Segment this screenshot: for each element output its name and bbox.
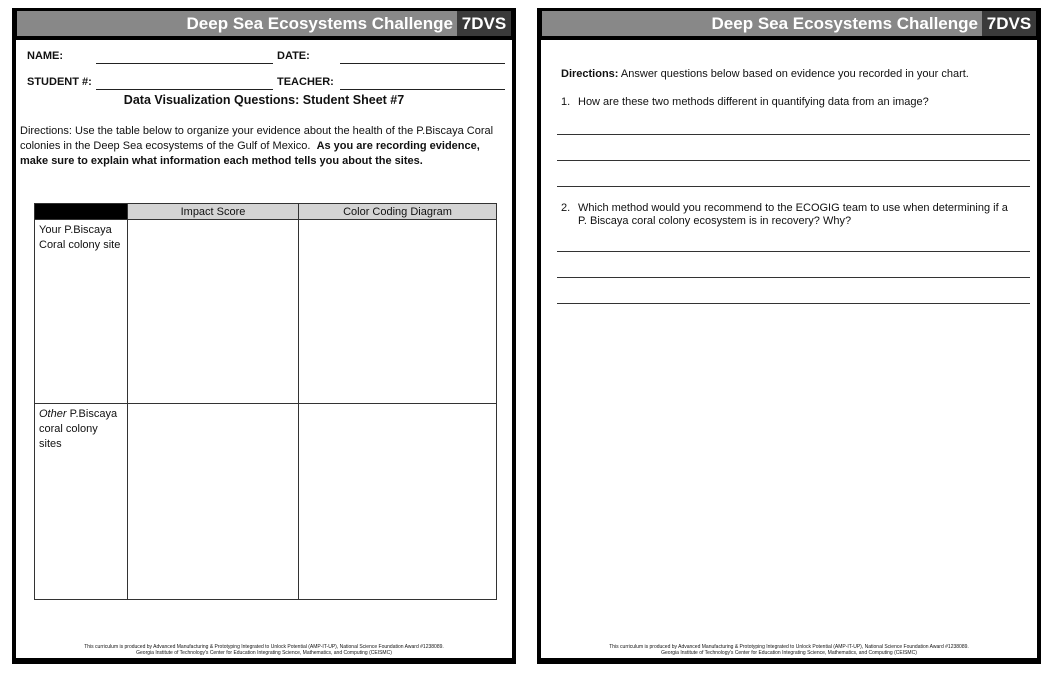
directions-plain: Directions: Use the table below to organize your evidence about the health of the P.Biscaya Coral colonies in the Deep Sea ecosystems of the Gulf of Mexico. bbox=[20, 125, 494, 152]
header-bar bbox=[17, 11, 511, 36]
student-sheet-page bbox=[12, 8, 516, 664]
column-header-impact-score: Impact Score bbox=[128, 204, 299, 220]
row-label-your-site: Your P.Biscaya Coral colony site bbox=[35, 220, 128, 404]
evidence-table bbox=[34, 203, 497, 600]
questions-body bbox=[541, 40, 1037, 658]
footer-line-1: This curriculum is produced by Advanced Manufacturing & Prototyping Integrated to Unlock Potential (AMP-IT-UP), National Science Foundation Award #1238089. bbox=[609, 644, 969, 650]
question-2-number: 2. bbox=[561, 202, 571, 214]
row-label-other-sites bbox=[35, 404, 128, 600]
sheet-body bbox=[16, 40, 512, 658]
date-label: DATE: bbox=[277, 50, 310, 62]
questions-directions bbox=[561, 68, 969, 80]
teacher-label: TEACHER: bbox=[277, 76, 334, 88]
name-label: NAME: bbox=[27, 50, 64, 62]
date-field[interactable] bbox=[340, 63, 505, 64]
header-bar bbox=[542, 11, 1036, 36]
questions-directions-label: Directions: bbox=[561, 68, 619, 80]
student-number-label: STUDENT #: bbox=[27, 76, 92, 88]
row-label-other-rest: P.Biscaya coral colony sites bbox=[39, 408, 118, 450]
question-1-number: 1. bbox=[561, 96, 571, 108]
row-label-other-italic: Other bbox=[39, 408, 67, 420]
answer-line[interactable] bbox=[557, 186, 1030, 187]
header-code: 7DVS bbox=[457, 11, 511, 36]
questions-directions-text: Answer questions below based on evidence you recorded in your chart. bbox=[618, 68, 969, 80]
cell-other-sites-color[interactable] bbox=[299, 404, 497, 600]
question-1-text: How are these two methods different in quantifying data from an image? bbox=[578, 96, 929, 108]
answer-line[interactable] bbox=[557, 134, 1030, 135]
cell-your-site-impact[interactable] bbox=[128, 220, 299, 404]
answer-line[interactable] bbox=[557, 277, 1030, 278]
answer-line[interactable] bbox=[557, 160, 1030, 161]
directions-bold: As you are recording evidence, make sure to explain what information each method tells you about the sites. bbox=[20, 140, 480, 167]
column-header-color-coding: Color Coding Diagram bbox=[299, 204, 497, 220]
footer-line-2: Georgia Institute of Technology's Center for Education Integrating Science, Mathematics, and Computing (CEISMC) bbox=[136, 650, 392, 656]
sheet-title: Data Visualization Questions: Student Sheet #7 bbox=[123, 93, 405, 107]
answer-line[interactable] bbox=[557, 303, 1030, 304]
table-corner bbox=[35, 204, 128, 220]
footer-credit bbox=[541, 644, 1037, 656]
cell-other-sites-impact[interactable] bbox=[128, 404, 299, 600]
questions-page bbox=[537, 8, 1041, 664]
footer-line-1: This curriculum is produced by Advanced Manufacturing & Prototyping Integrated to Unlock Potential (AMP-IT-UP), National Science Foundation Award #1238089. bbox=[84, 644, 444, 650]
question-2-text: Which method would you recommend to the ECOGIG team to use when determining if a P. Biscaya coral colony ecosystem is in recovery? Why? bbox=[578, 202, 1008, 227]
header-title: Deep Sea Ecosystems Challenge bbox=[186, 14, 453, 33]
header-code: 7DVS bbox=[982, 11, 1036, 36]
answer-line[interactable] bbox=[557, 251, 1030, 252]
header-title: Deep Sea Ecosystems Challenge bbox=[711, 14, 978, 33]
footer-line-2: Georgia Institute of Technology's Center for Education Integrating Science, Mathematics, and Computing (CEISMC) bbox=[661, 650, 917, 656]
name-field[interactable] bbox=[96, 63, 273, 64]
directions-text bbox=[20, 124, 504, 169]
student-number-field[interactable] bbox=[96, 89, 273, 90]
teacher-field[interactable] bbox=[340, 89, 505, 90]
footer-credit bbox=[16, 644, 512, 656]
cell-your-site-color[interactable] bbox=[299, 220, 497, 404]
